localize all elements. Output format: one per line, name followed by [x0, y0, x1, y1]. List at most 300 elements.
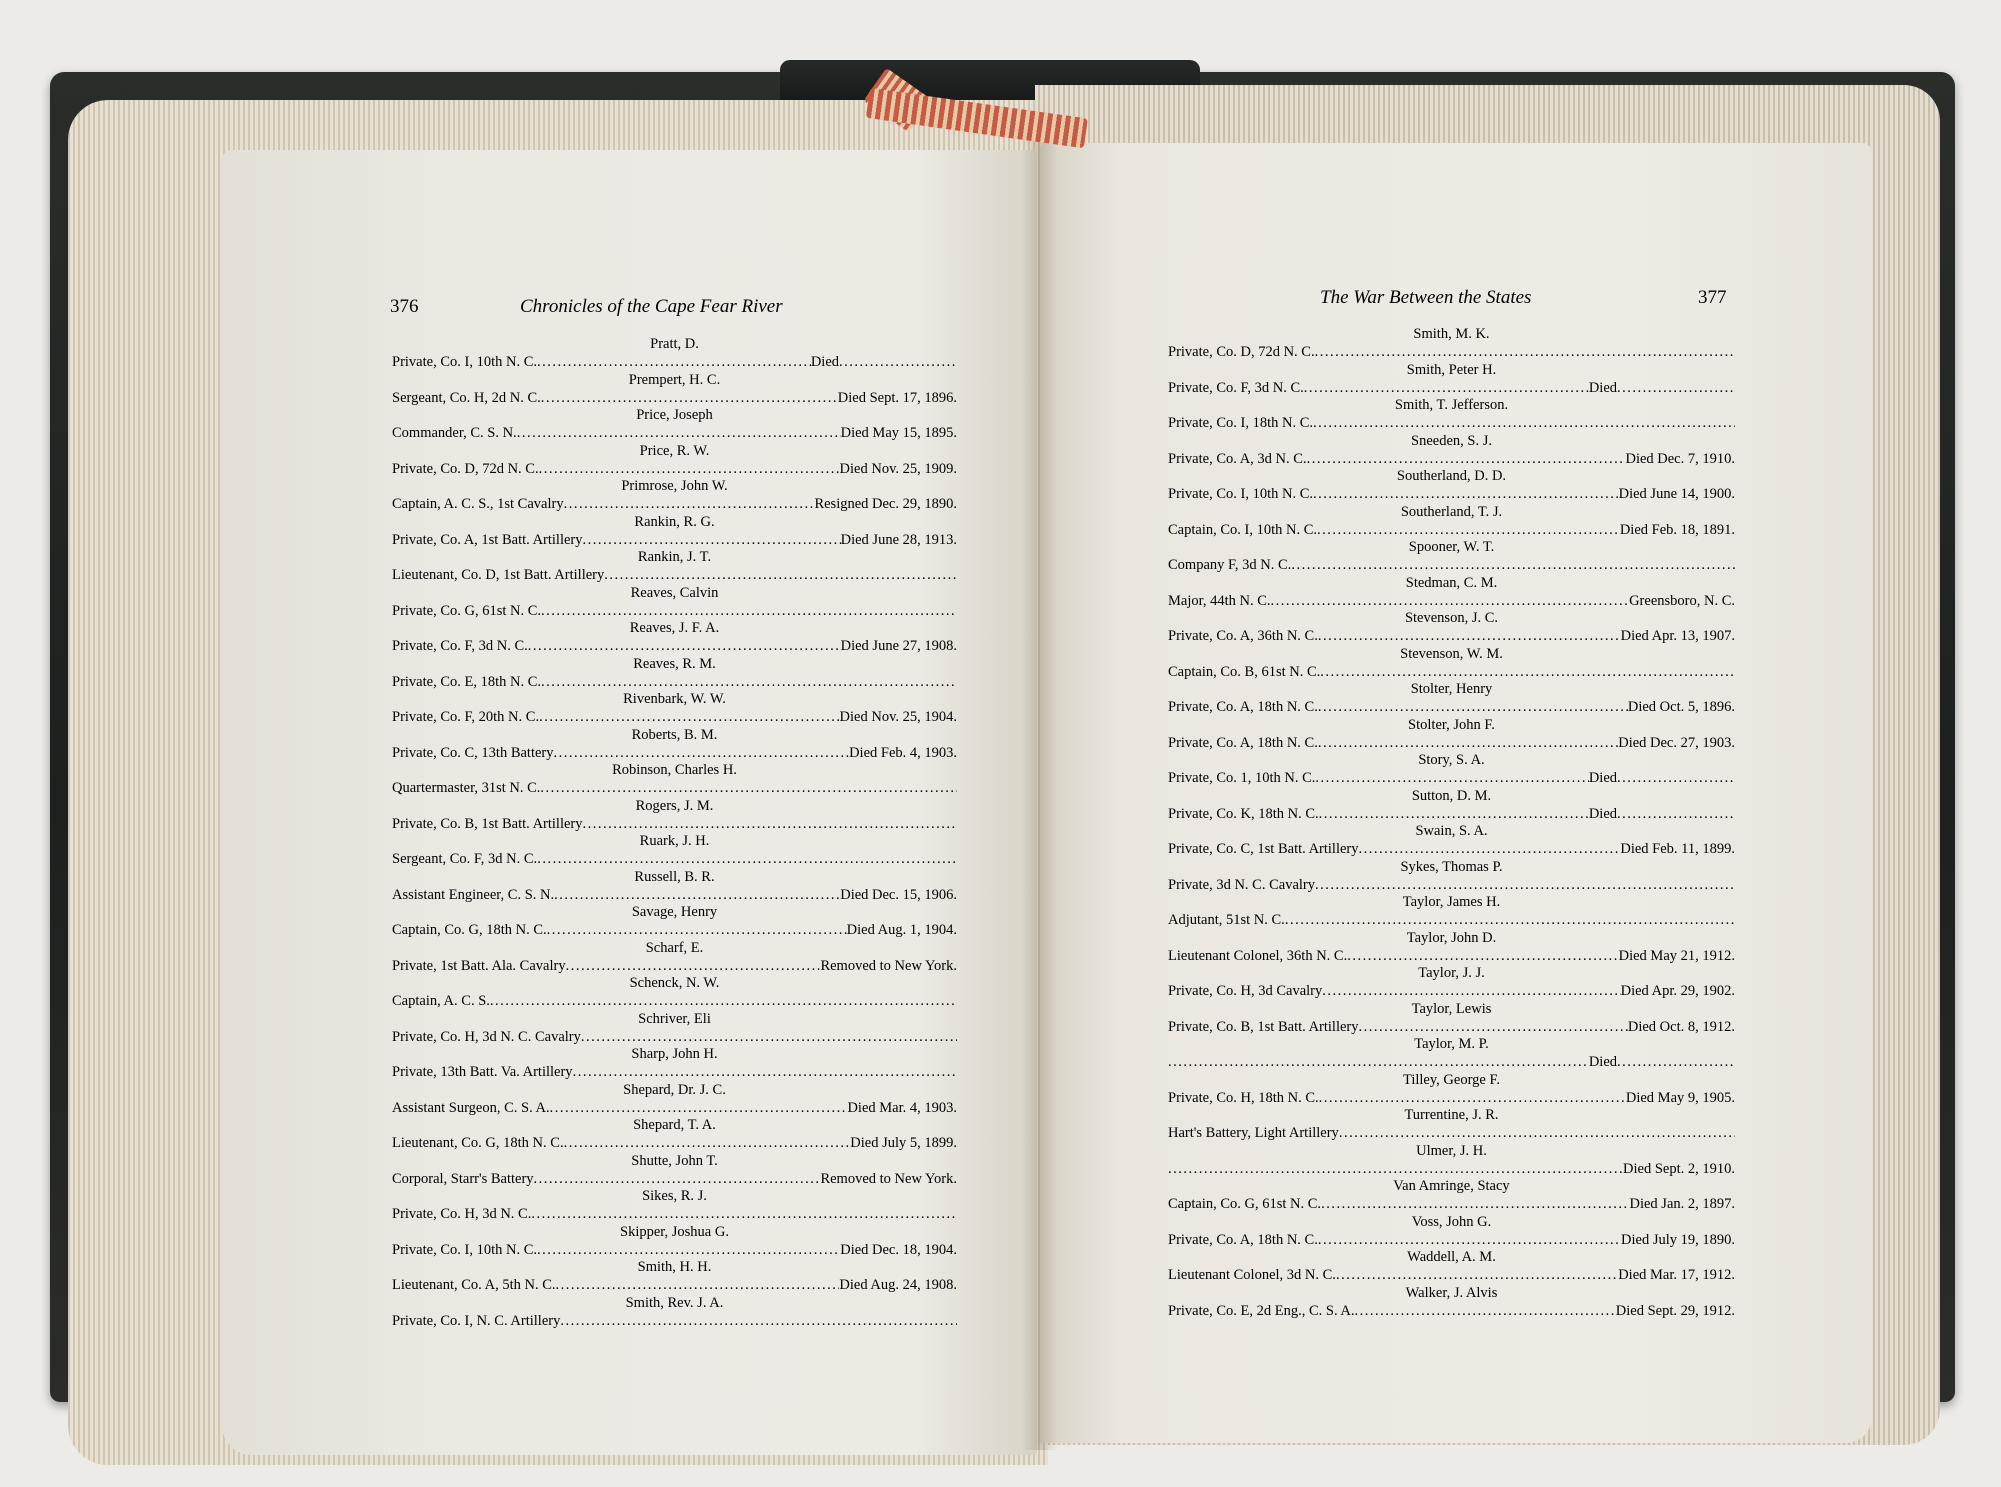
entry-service-line	[392, 495, 957, 513]
entry-name: Walker, J. Alvis	[1405, 1284, 1498, 1301]
entry-service-line	[1168, 521, 1735, 539]
entry-name: Southerland, D. D.	[1396, 468, 1507, 484]
entry-name: Skipper, Joshua G.	[620, 1223, 729, 1240]
roster-entry	[1168, 1214, 1735, 1250]
entry-status: Died May 21, 1912.	[1618, 947, 1735, 964]
entry-name: Primrose, John W.	[621, 478, 728, 494]
dot-leader	[531, 1205, 957, 1223]
roster-entry	[392, 691, 957, 727]
entry-service-line	[1168, 1018, 1735, 1036]
dot-leader	[1304, 379, 1589, 397]
entry-service: Lieutenant, Co. G, 18th N. C.	[392, 1135, 564, 1151]
trailing-dot-leader	[1617, 1053, 1735, 1071]
entry-service: Assistant Engineer, C. S. N.	[392, 886, 555, 903]
roster-entry	[1168, 1285, 1735, 1321]
dot-leader	[1168, 1053, 1589, 1071]
dot-leader	[550, 1099, 848, 1117]
dot-leader	[1339, 1124, 1735, 1142]
entry-service: Private, Co. G, 61st N. C.	[392, 602, 542, 619]
roster-entry	[392, 798, 957, 834]
dot-leader	[1315, 876, 1735, 894]
entry-status: Died June 14, 1900.	[1618, 486, 1735, 502]
entry-status: Died Dec. 7, 1910.	[1625, 450, 1735, 467]
dot-leader	[1321, 1195, 1629, 1213]
dot-leader	[1313, 414, 1735, 432]
entry-service: Sergeant, Co. H, 2d N. C.	[392, 389, 541, 406]
entry-status: Died June 27, 1908.	[840, 638, 957, 654]
dot-leader	[556, 1276, 840, 1294]
dot-leader	[1318, 734, 1618, 752]
dot-leader	[554, 886, 840, 904]
entry-name: Rankin, R. G.	[634, 513, 715, 530]
entry-service-line	[1168, 592, 1735, 610]
entry-service: Private, Co. I, 10th N. C.	[392, 354, 537, 370]
roster-entry	[392, 904, 957, 940]
roster-entry	[1168, 823, 1735, 859]
dot-leader	[539, 460, 840, 478]
entry-name: Smith, M. K.	[1413, 326, 1490, 342]
entry-service: Private, Co. F, 20th N. C.	[392, 709, 540, 725]
entry-status: Died Feb. 4, 1903.	[849, 744, 957, 761]
entry-service: Captain, Co. G, 18th N. C.	[392, 922, 547, 938]
roster-entry	[1168, 1036, 1735, 1072]
entry-service-line	[392, 957, 957, 975]
entry-name: Smith, T. Jefferson.	[1394, 397, 1509, 413]
entry-service: Private, Co. D, 72d N. C.	[1168, 344, 1315, 360]
roster-entry	[392, 407, 957, 443]
dot-leader	[564, 495, 815, 513]
entry-name: Price, Joseph	[636, 407, 713, 423]
entry-name: Stevenson, J. C.	[1404, 610, 1499, 626]
entry-status: Died Mar. 4, 1903.	[847, 1099, 957, 1116]
entry-service-line	[1168, 1302, 1735, 1320]
left-roster-list	[392, 336, 957, 1330]
entry-status: Died Sept. 17, 1896.	[837, 389, 957, 406]
entry-name: Sneeden, S. J.	[1411, 432, 1492, 449]
entry-service-line	[1168, 1160, 1735, 1178]
entry-name: Shepard, T. A.	[633, 1117, 716, 1133]
dot-leader	[583, 531, 841, 549]
entry-service: Lieutenant Colonel, 3d N. C.	[1168, 1267, 1336, 1283]
roster-entry	[1168, 610, 1735, 646]
book-gutter	[1022, 130, 1058, 1450]
roster-entry	[1168, 326, 1735, 362]
dot-leader	[1355, 1302, 1616, 1320]
trailing-dot-leader	[1617, 379, 1735, 397]
dot-leader	[583, 815, 957, 833]
roster-entry	[392, 1046, 957, 1082]
roster-entry	[392, 1082, 957, 1118]
entry-status: Died Aug. 24, 1908.	[839, 1277, 957, 1293]
dot-leader	[1318, 698, 1628, 716]
entry-name: Sharp, John H.	[631, 1046, 718, 1062]
entry-service-line	[392, 779, 957, 797]
entry-service-line	[1168, 947, 1735, 965]
entry-name: Stevenson, W. M.	[1400, 645, 1503, 662]
entry-service: Private, Co. I, 18th N. C.	[1168, 415, 1313, 431]
entry-service-line	[392, 1028, 957, 1046]
entry-name: Ulmer, J. H.	[1416, 1142, 1487, 1159]
entry-service-line	[1168, 663, 1735, 681]
entry-service: Private, Co. B, 1st Batt. Artillery	[392, 815, 583, 832]
dot-leader	[1359, 840, 1621, 858]
roster-entry	[392, 372, 957, 408]
dot-leader	[1315, 769, 1588, 787]
entry-service: Captain, A. C. S.	[392, 993, 490, 1009]
entry-service: Private, Co. A, 18th N. C.	[1168, 1231, 1318, 1248]
entry-service-line	[392, 1063, 957, 1081]
entry-service: Company F, 3d N. C.	[1168, 557, 1292, 573]
entry-service-line	[1168, 911, 1735, 929]
entry-service-line	[392, 1099, 957, 1117]
entry-service-line	[392, 815, 957, 833]
entry-service-line	[392, 921, 957, 939]
roster-entry	[392, 443, 957, 479]
left-page-number: 376	[390, 296, 419, 317]
entry-status: Died June 28, 1913.	[840, 531, 957, 548]
entry-service: Commander, C. S. N.	[392, 425, 517, 441]
entry-service-line	[392, 992, 957, 1010]
entry-service: Private, Co. F, 3d N. C.	[1168, 379, 1304, 396]
entry-service: Private, Co. I, 10th N. C.	[1168, 486, 1313, 502]
entry-service: Private, Co. H, 3d Cavalry	[1168, 983, 1323, 999]
entry-service-line	[392, 1134, 957, 1152]
roster-entry	[1168, 1001, 1735, 1037]
roster-entry	[1168, 646, 1735, 682]
dot-leader	[490, 992, 957, 1010]
entry-name: Smith, Rev. J. A.	[625, 1294, 724, 1311]
entry-service-line	[392, 1312, 957, 1330]
entry-service: Quartermaster, 31st N. C.	[392, 780, 541, 796]
right-running-title: The War Between the States	[1320, 287, 1532, 308]
entry-status: Died Nov. 25, 1904.	[839, 709, 957, 725]
entry-status: Died Mar. 17, 1912.	[1618, 1267, 1735, 1283]
entry-service: Private, Co. H, 18th N. C.	[1168, 1089, 1319, 1106]
entry-status: Removed to New York.	[820, 1170, 957, 1187]
entry-service-line	[1168, 450, 1735, 468]
roster-entry	[1168, 504, 1735, 540]
entry-name: Rogers, J. M.	[635, 797, 714, 814]
right-roster-list	[1168, 326, 1735, 1320]
dot-leader	[573, 1063, 957, 1081]
dot-leader	[1307, 450, 1626, 468]
roster-entry	[392, 620, 957, 656]
entry-service: Private, Co. A, 36th N. C.	[1168, 628, 1318, 644]
roster-entry	[392, 940, 957, 976]
roster-entry	[1168, 788, 1735, 824]
roster-entry	[1168, 965, 1735, 1001]
entry-service-line	[392, 353, 957, 371]
entry-status: Died Apr. 13, 1907.	[1620, 628, 1735, 644]
entry-name: Smith, Peter H.	[1406, 361, 1497, 378]
entry-service: Private, Co. H, 3d N. C.	[392, 1206, 532, 1222]
dot-leader	[547, 921, 847, 939]
roster-entry	[392, 478, 957, 514]
entry-name: Price, R. W.	[639, 442, 710, 459]
entry-name: Van Amringe, Stacy	[1393, 1178, 1510, 1194]
entry-name: Stolter, Henry	[1410, 681, 1493, 697]
roster-entry	[392, 1295, 957, 1331]
entry-service: Private, Co. E, 2d Eng., C. S. A.	[1168, 1302, 1355, 1319]
roster-entry	[392, 1153, 957, 1189]
entry-name: Sikes, R. J.	[642, 1188, 707, 1204]
dot-leader	[1285, 911, 1735, 929]
entry-service-line	[392, 850, 957, 868]
roster-entry	[392, 833, 957, 869]
entry-service-line	[392, 460, 957, 478]
roster-entry	[1168, 468, 1735, 504]
entry-name: Swain, S. A.	[1415, 823, 1488, 839]
entry-service-line	[1168, 805, 1735, 823]
entry-service-line	[1168, 1124, 1735, 1142]
entry-status: Died Jan. 2, 1897.	[1629, 1196, 1735, 1212]
dot-leader	[566, 957, 821, 975]
dot-leader	[541, 389, 838, 407]
entry-name: Spooner, W. T.	[1408, 539, 1495, 555]
entry-service: Private, Co. I, 10th N. C.	[392, 1241, 537, 1258]
entry-name: Prempert, H. C.	[628, 371, 721, 388]
roster-entry	[392, 1259, 957, 1295]
entry-service: Captain, Co. B, 61st N. C.	[1168, 663, 1321, 680]
entry-status: Died Dec. 18, 1904.	[840, 1241, 957, 1258]
entry-service-line	[392, 744, 957, 762]
entry-name: Shepard, Dr. J. C.	[623, 1081, 726, 1098]
dot-leader	[560, 1312, 957, 1330]
dot-leader	[1315, 343, 1735, 361]
entry-service-line	[392, 886, 957, 904]
dot-leader	[541, 673, 957, 691]
roster-entry	[392, 975, 957, 1011]
entry-service: Captain, Co. G, 61st N. C.	[1168, 1196, 1322, 1212]
dot-leader	[537, 850, 957, 868]
entry-service: Private, Co. D, 72d N. C.	[392, 460, 539, 477]
entry-status: Died Sept. 29, 1912.	[1615, 1302, 1735, 1319]
entry-status: Died Aug. 1, 1904.	[846, 922, 957, 938]
entry-status: Greensboro, N. C.	[1629, 592, 1735, 609]
entry-name: Ruark, J. H.	[639, 833, 710, 849]
entry-name: Waddell, A. M.	[1407, 1249, 1496, 1265]
dot-leader	[540, 779, 957, 797]
entry-service-line	[1168, 840, 1735, 858]
left-page-header	[390, 292, 960, 322]
entry-name: Schriver, Eli	[638, 1010, 711, 1027]
entry-service: Private, 3d N. C. Cavalry	[1168, 876, 1315, 893]
entry-status: Resigned Dec. 29, 1890.	[814, 496, 957, 512]
entry-status: Died Dec. 15, 1906.	[840, 886, 957, 903]
entry-name: Rivenbark, W. W.	[623, 691, 726, 707]
left-running-title: Chronicles of the Cape Fear River	[520, 296, 783, 317]
dot-leader	[1336, 1266, 1618, 1284]
entry-name: Story, S. A.	[1418, 752, 1485, 768]
entry-service: Private, Co. 1, 10th N. C.	[1168, 770, 1316, 786]
roster-entry	[392, 727, 957, 763]
entry-status: Died	[1588, 805, 1617, 822]
entry-status: Died	[1588, 379, 1617, 396]
entry-name: Stedman, C. M.	[1405, 574, 1498, 591]
entry-service: Private, Co. A, 3d N. C.	[1168, 450, 1307, 467]
dot-leader	[528, 637, 841, 655]
entry-service-line	[392, 1276, 957, 1294]
entry-service-line	[392, 389, 957, 407]
entry-service-line	[392, 1170, 957, 1188]
entry-name: Roberts, B. M.	[631, 726, 718, 743]
dot-leader	[1271, 592, 1630, 610]
roster-entry	[392, 762, 957, 798]
entry-service: Private, Co. C, 1st Batt. Artillery	[1168, 841, 1359, 857]
entry-name: Schenck, N. W.	[629, 975, 720, 991]
entry-name: Reaves, Calvin	[630, 584, 719, 601]
dot-leader	[541, 602, 957, 620]
entry-service: Private, 1st Batt. Ala. Cavalry	[392, 957, 566, 974]
entry-service-line	[392, 566, 957, 584]
entry-service: Assistant Surgeon, C. S. A.	[392, 1099, 550, 1116]
dot-leader	[1319, 805, 1589, 823]
roster-entry	[1168, 1249, 1735, 1285]
roster-entry	[392, 585, 957, 621]
entry-status: Died Oct. 8, 1912.	[1627, 1018, 1735, 1035]
entry-name: Pratt, D.	[650, 336, 699, 352]
entry-name: Smith, H. H.	[637, 1259, 712, 1275]
entry-status: Removed to New York.	[820, 957, 957, 974]
entry-status: Died Feb. 11, 1899.	[1620, 841, 1735, 857]
entry-service-line	[392, 637, 957, 655]
entry-service-line	[392, 424, 957, 442]
entry-status: Died Dec. 27, 1903.	[1618, 734, 1735, 751]
entry-service-line	[1168, 734, 1735, 752]
roster-entry	[1168, 752, 1735, 788]
entry-status: Died Oct. 5, 1896.	[1627, 699, 1735, 715]
roster-entry	[1168, 362, 1735, 398]
entry-service: Private, Co. H, 3d N. C. Cavalry	[392, 1028, 581, 1045]
dot-leader	[1168, 1160, 1623, 1178]
entry-service-line	[392, 1205, 957, 1223]
dot-leader	[554, 744, 850, 762]
entry-name: Scharf, E.	[645, 939, 704, 956]
entry-service-line	[1168, 876, 1735, 894]
roster-entry	[1168, 930, 1735, 966]
entry-service: Private, Co. A, 1st Batt. Artillery	[392, 531, 583, 548]
right-page-header	[1320, 283, 1740, 313]
entry-service-line	[1168, 343, 1735, 361]
roster-entry	[1168, 894, 1735, 930]
dot-leader	[537, 353, 811, 371]
dot-leader	[1291, 556, 1735, 574]
dot-leader	[564, 1134, 851, 1152]
entry-service-line	[392, 708, 957, 726]
entry-status: Died Apr. 29, 1902.	[1620, 983, 1735, 999]
entry-service: Private, 13th Batt. Va. Artillery	[392, 1064, 573, 1080]
entry-name: Taylor, J. J.	[1418, 965, 1485, 981]
roster-entry	[392, 869, 957, 905]
dot-leader	[534, 1170, 821, 1188]
entry-service-line	[392, 673, 957, 691]
entry-service: Sergeant, Co. F, 3d N. C.	[392, 851, 538, 867]
dot-leader	[517, 424, 841, 442]
dot-leader	[1318, 627, 1621, 645]
entry-service: Private, Co. I, N. C. Artillery	[392, 1312, 561, 1329]
roster-entry	[1168, 1143, 1735, 1179]
dot-leader	[1347, 947, 1618, 965]
roster-entry	[1168, 575, 1735, 611]
dot-leader	[1359, 1018, 1628, 1036]
entry-service-line	[1168, 556, 1735, 574]
entry-service-line	[1168, 414, 1735, 432]
entry-service-line	[1168, 485, 1735, 503]
entry-service-line	[1168, 1231, 1735, 1249]
entry-status: Died	[810, 354, 839, 370]
roster-entry	[1168, 681, 1735, 717]
entry-service: Lieutenant Colonel, 36th N. C.	[1168, 947, 1348, 964]
entry-service: Captain, A. C. S., 1st Cavalry	[392, 496, 564, 512]
entry-name: Stolter, John F.	[1408, 716, 1495, 733]
entry-status: Died July 5, 1899.	[850, 1135, 957, 1151]
right-page-number: 377	[1698, 287, 1727, 308]
entry-service: Corporal, Starr's Battery	[392, 1170, 534, 1187]
entry-service-line	[392, 1241, 957, 1259]
entry-status: Died May 9, 1905.	[1625, 1089, 1735, 1106]
entry-service: Private, Co. E, 18th N. C.	[392, 673, 542, 690]
entry-service-line	[1168, 769, 1735, 787]
entry-name: Russell, B. R.	[634, 868, 715, 885]
entry-service: Adjutant, 51st N. C.	[1168, 912, 1285, 928]
entry-service: Private, Co. A, 18th N. C.	[1168, 734, 1318, 751]
entry-status: Died Feb. 18, 1891.	[1619, 521, 1735, 538]
roster-entry	[392, 656, 957, 692]
trailing-dot-leader	[1617, 769, 1735, 787]
entry-name: Reaves, J. F. A.	[629, 620, 720, 636]
roster-entry	[1168, 1178, 1735, 1214]
trailing-dot-leader	[1617, 805, 1735, 823]
dot-leader	[1313, 485, 1619, 503]
entry-status: Died Sept. 2, 1910.	[1623, 1160, 1735, 1177]
entry-service: Major, 44th N. C.	[1168, 592, 1271, 609]
entry-name: Taylor, Lewis	[1411, 1000, 1492, 1017]
entry-service: Private, Co. F, 3d N. C.	[392, 638, 528, 654]
dot-leader	[1318, 1231, 1621, 1249]
entry-service-line	[1168, 1266, 1735, 1284]
roster-entry	[392, 1188, 957, 1224]
entry-service-line	[1168, 1195, 1735, 1213]
entry-service: Hart's Battery, Light Artillery	[1168, 1125, 1339, 1141]
entry-status: Died July 19, 1890.	[1621, 1231, 1735, 1248]
entry-name: Savage, Henry	[631, 904, 718, 920]
entry-name: Southerland, T. J.	[1400, 503, 1503, 520]
entry-name: Rankin, J. T.	[637, 549, 712, 565]
entry-service: Private, Co. B, 1st Batt. Artillery	[1168, 1018, 1359, 1035]
entry-service-line	[1168, 1089, 1735, 1107]
entry-name: Shutte, John T.	[631, 1152, 718, 1169]
roster-entry	[1168, 539, 1735, 575]
roster-entry	[392, 549, 957, 585]
dot-leader	[581, 1028, 957, 1046]
roster-entry	[1168, 397, 1735, 433]
dot-leader	[1322, 982, 1620, 1000]
entry-service: Captain, Co. I, 10th N. C.	[1168, 521, 1318, 538]
entry-service-line	[392, 531, 957, 549]
dot-leader	[1320, 663, 1735, 681]
roster-entry	[392, 336, 957, 372]
roster-entry	[392, 514, 957, 550]
roster-entry	[1168, 717, 1735, 753]
entry-service-line	[392, 602, 957, 620]
entry-service-line	[1168, 1053, 1735, 1071]
entry-service: Lieutenant, Co. D, 1st Batt. Artillery	[392, 567, 605, 583]
dot-leader	[1319, 1089, 1626, 1107]
entry-name: Voss, John G.	[1411, 1213, 1492, 1230]
dot-leader	[604, 566, 957, 584]
entry-service-line	[1168, 982, 1735, 1000]
entry-service: Private, Co. A, 18th N. C.	[1168, 699, 1318, 715]
